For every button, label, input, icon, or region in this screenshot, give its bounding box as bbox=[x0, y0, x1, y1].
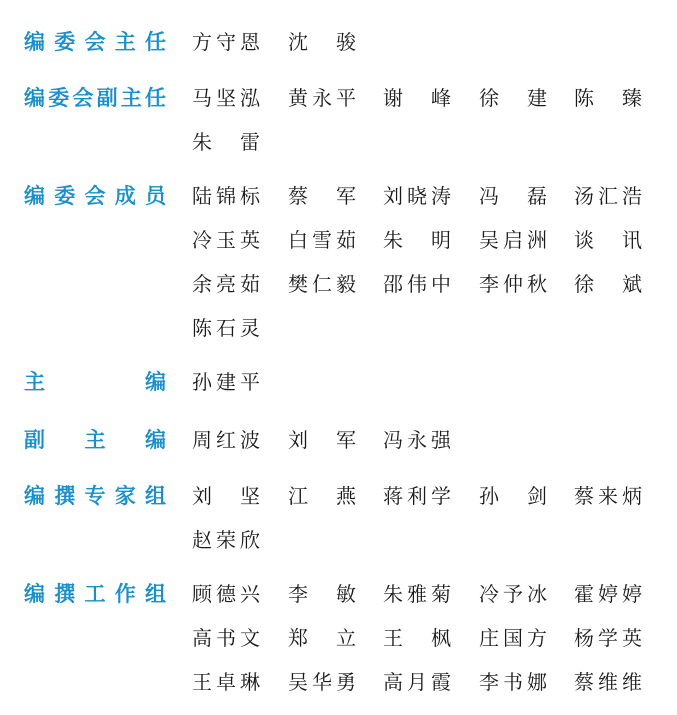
person-name: 刘 晓 涛 bbox=[383, 184, 451, 208]
person-name: 刘 军 bbox=[288, 428, 356, 452]
person-name: 李 仲 秋 bbox=[479, 272, 547, 296]
person-name: 江 燕 bbox=[288, 484, 356, 508]
role-label: 编 撰 专 家 组 bbox=[24, 484, 166, 508]
person-name: 周 红 波 bbox=[192, 428, 260, 452]
person-name: 谢 峰 bbox=[383, 86, 451, 110]
person-name: 冷 予 冰 bbox=[479, 582, 547, 606]
role-label: 副 主 编 bbox=[24, 428, 166, 452]
person-name: 孙 建 平 bbox=[192, 370, 260, 394]
person-name: 陈 石 灵 bbox=[192, 316, 260, 340]
person-name: 陈 臻 bbox=[574, 86, 642, 110]
person-name: 余 亮 茹 bbox=[192, 272, 260, 296]
person-name: 邵 伟 中 bbox=[383, 272, 451, 296]
person-name: 黄 永 平 bbox=[288, 86, 356, 110]
person-name: 马 坚 泓 bbox=[192, 86, 260, 110]
person-name: 冯 永 强 bbox=[383, 428, 451, 452]
person-name: 谈 讯 bbox=[574, 228, 642, 252]
person-name: 徐 斌 bbox=[574, 272, 642, 296]
person-name: 陆 锦 标 bbox=[192, 184, 260, 208]
person-name: 王 卓 琳 bbox=[192, 670, 260, 694]
person-name: 白 雪 茹 bbox=[288, 228, 356, 252]
person-name: 顾 德 兴 bbox=[192, 582, 260, 606]
person-name: 杨 学 英 bbox=[574, 626, 642, 650]
role-label: 编 委 会 成 员 bbox=[24, 184, 166, 208]
person-name: 方 守 恩 bbox=[192, 30, 260, 54]
person-name: 孙 剑 bbox=[479, 484, 547, 508]
person-name: 朱 雷 bbox=[192, 130, 260, 154]
person-name: 吴 华 勇 bbox=[288, 670, 356, 694]
person-name: 汤 汇 浩 bbox=[574, 184, 642, 208]
role-label: 编 委 会 副 主 任 bbox=[24, 86, 166, 110]
person-name: 蔡 来 炳 bbox=[574, 484, 642, 508]
role-label: 编 委 会 主 任 bbox=[24, 30, 166, 54]
role-label: 主 编 bbox=[24, 370, 166, 394]
person-name: 冯 磊 bbox=[479, 184, 547, 208]
person-name: 李 书 娜 bbox=[479, 670, 547, 694]
person-name: 李 敏 bbox=[288, 582, 356, 606]
role-label: 编 撰 工 作 组 bbox=[24, 582, 166, 606]
person-name: 霍 婷 婷 bbox=[574, 582, 642, 606]
person-name: 蒋 利 学 bbox=[383, 484, 451, 508]
person-name: 蔡 军 bbox=[288, 184, 356, 208]
person-name: 徐 建 bbox=[479, 86, 547, 110]
person-name: 王 枫 bbox=[383, 626, 451, 650]
person-name: 沈 骏 bbox=[288, 30, 356, 54]
person-name: 庄 国 方 bbox=[479, 626, 547, 650]
person-name: 蔡 维 维 bbox=[574, 670, 642, 694]
person-name: 冷 玉 英 bbox=[192, 228, 260, 252]
person-name: 朱 明 bbox=[383, 228, 451, 252]
person-name: 刘 坚 bbox=[192, 484, 260, 508]
person-name: 高 月 霞 bbox=[383, 670, 451, 694]
person-name: 朱 雅 菊 bbox=[383, 582, 451, 606]
person-name: 赵 荣 欣 bbox=[192, 528, 260, 552]
person-name: 吴 启 洲 bbox=[479, 228, 547, 252]
person-name: 樊 仁 毅 bbox=[288, 272, 356, 296]
person-name: 郑 立 bbox=[288, 626, 356, 650]
person-name: 高 书 文 bbox=[192, 626, 260, 650]
